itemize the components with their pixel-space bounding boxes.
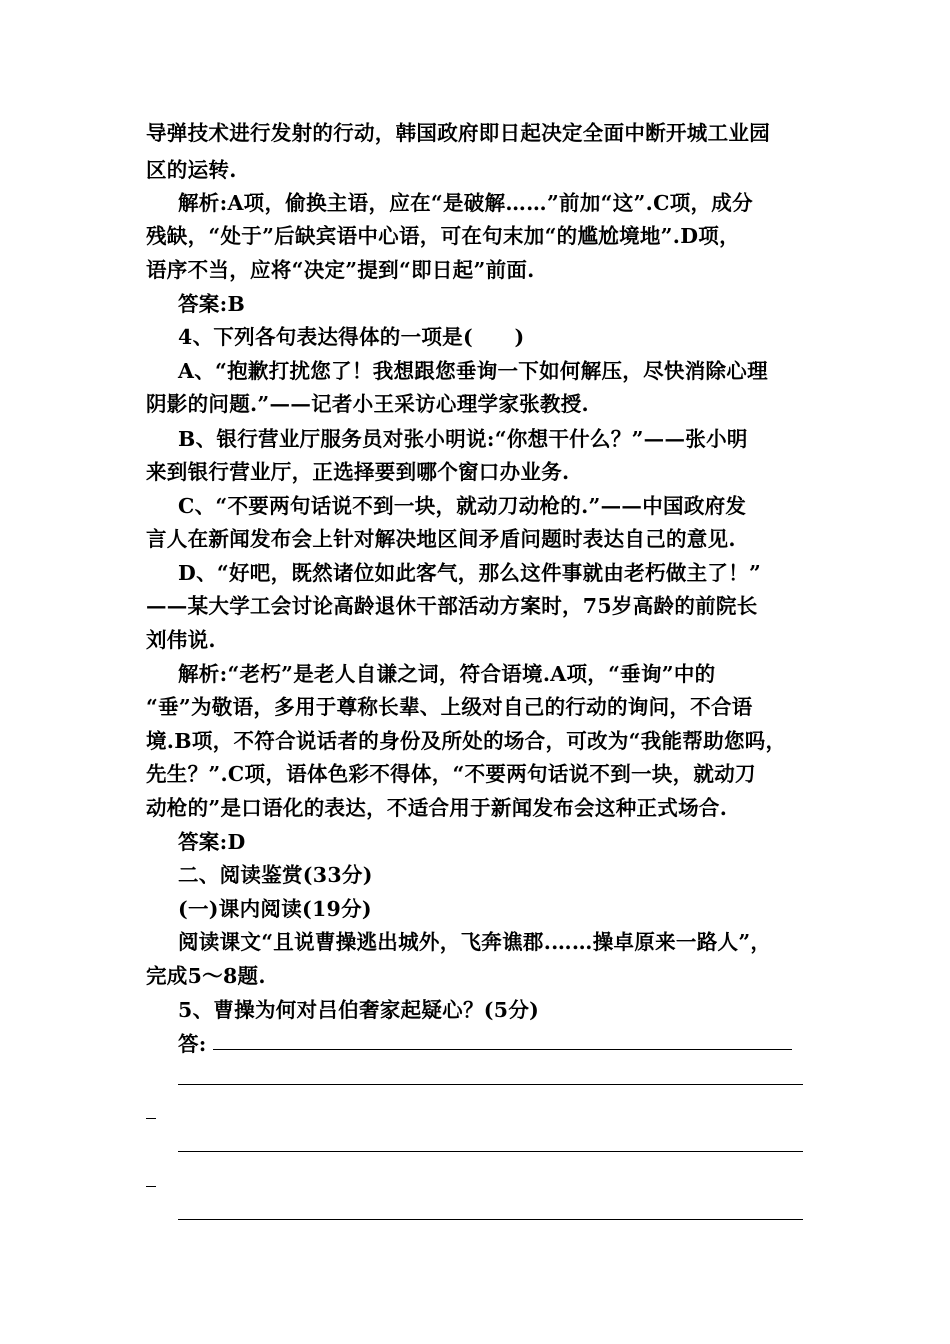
q4-analysis-line: 动枪的”是口语化的表达，不适合用于新闻发布会这种正式场合. [146, 796, 728, 820]
text-line: 区的运转. [146, 158, 237, 182]
q4-option-c: C、“不要两句话说不到一块，就动刀动枪的.”——中国政府发 [178, 494, 747, 518]
answer-blank-line[interactable] [178, 1151, 803, 1152]
q5-stem: 5、曹操为何对吕伯奢家起疑心？(5分) [178, 998, 540, 1022]
q4-analysis-line: 境.B项，不符合说话者的身份及所处的场合，可改为“我能帮助您吗， [146, 729, 787, 753]
q4-analysis-line: 先生？”.C项，语体色彩不得体，“不要两句话说不到一块，就动刀 [146, 762, 756, 786]
reading-instruction: 阅读课文“且说曹操逃出城外，飞奔谯郡.……操卓原来一路人”， [178, 930, 772, 954]
answer-blank-line[interactable] [178, 1219, 803, 1220]
section-subtitle: (一)课内阅读(19分) [178, 897, 372, 921]
q3-analysis-line: 语序不当，应将“决定”提到“即日起”前面. [146, 258, 535, 282]
q3-analysis-line: 残缺，“处于”后缺宾语中心语，可在句末加“的尴尬境地”.D项， [146, 224, 740, 248]
q4-option-d: D、“好吧，既然诸位如此客气，那么这件事就由老朽做主了！” [178, 561, 762, 585]
text-line: 导弹技术进行发射的行动，韩国政府即日起决定全面中断开城工业园 [146, 121, 770, 145]
q4-option-c: 言人在新闻发布会上针对解决地区间矛盾问题时表达自己的意见. [146, 527, 736, 551]
q4-answer: 答案:D [178, 830, 246, 854]
q4-option-a: 阴影的问题.”——记者小王采访心理学家张教授. [146, 392, 589, 416]
answer-blank-line[interactable] [213, 1049, 792, 1050]
q3-answer: 答案:B [178, 292, 246, 316]
answer-blank-line[interactable] [178, 1084, 803, 1085]
line-dash-mark [146, 1186, 156, 1187]
q4-stem: 4、下列各句表达得体的一项是( ) [178, 325, 525, 349]
q4-option-d: ——某大学工会讨论高龄退休干部活动方案时，75岁高龄的前院长 [146, 594, 758, 618]
q4-analysis-line: 解析:“老朽”是老人自谦之词，符合语境.A项，“垂询”中的 [178, 662, 716, 686]
line-dash-mark [146, 1118, 156, 1119]
q4-option-a: A、“抱歉打扰您了！我想跟您垂询一下如何解压，尽快消除心理 [178, 359, 768, 383]
q3-analysis-line: 解析:A项，偷换主语，应在“是破解……”前加“这”.C项，成分 [178, 191, 753, 215]
reading-instruction: 完成5～8题. [146, 964, 266, 988]
q4-analysis-line: “垂”为敬语，多用于尊称长辈、上级对自己的行动的询问，不合语 [146, 695, 753, 719]
q4-option-b: 来到银行营业厅，正选择要到哪个窗口办业务. [146, 460, 570, 484]
q5-answer-label: 答: [178, 1032, 207, 1056]
q4-option-b: B、银行营业厅服务员对张小明说:“你想干什么？”——张小明 [178, 427, 748, 451]
q4-option-d: 刘伟说. [146, 628, 216, 652]
section-title: 二、阅读鉴赏(33分) [178, 863, 373, 887]
